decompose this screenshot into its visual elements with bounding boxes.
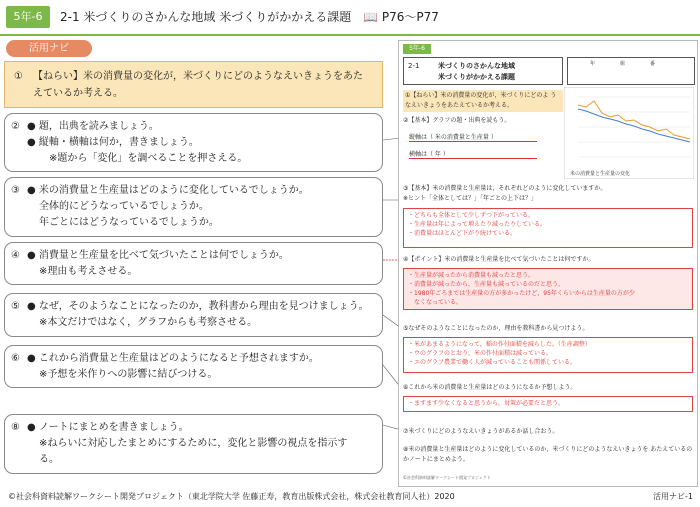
step-number: ⑧ [11, 422, 20, 433]
ws-answer-line: ・どちらも全体として少しずつ下がっている。 [408, 212, 535, 219]
ws-unit: 2-1 [408, 62, 420, 70]
ws-q8: ⑧米の消費量と生産量はどのように変化しているのか，米づくりにどのようなえいきょうを あたえているのかノートにまとめよう。 [403, 446, 693, 463]
ws-answer-line: ・エのグラフ農業で働く人が減っていることも関係している。 [408, 359, 577, 366]
ws-answer-line: なくなっている。 [408, 299, 463, 306]
ws-grade: 5年-6 [403, 44, 431, 54]
footer-copyright: ©社会科資料読解ワークシート開発プロジェクト（東北学院大学 佐藤正寿，教育出版株式会社，株式会社教育同人社）2020 [8, 492, 455, 501]
step-box-8 [4, 414, 383, 474]
step-line: 年ごとにはどうなっているでしょうか。 [39, 217, 219, 228]
step-box-5 [4, 293, 383, 337]
step-line: ※題から「変化」を調べることを押さえる。 [49, 153, 248, 164]
ws-answer-line: ・1980年ごろまでは生産量の方が多かったけど，95年くらいからは生産量の方が少 [408, 290, 635, 297]
ws-aim: ①【ねらい】米の消費量の変化が，米づくりにどのよ うなえいきょうをあたえているか考える。 [403, 90, 563, 112]
ws-q5: ⑤なぜそのようなことになったのか，理由を教科書から見つけよう。 [403, 325, 589, 332]
page-number: 活用ナビ-1 [653, 492, 693, 501]
ws-title2: 米づくりがかかえる課題 [438, 73, 515, 81]
step-line: ● 題，出典を読みましょう。 [27, 121, 159, 132]
ws-answer-line: ・米があまるようになって，稲の作付面積を減らした。（生産調整） [408, 341, 591, 348]
step-line: ● 縦軸・横軸は何か，書きましょう。 [27, 137, 199, 148]
ws-chart-caption: 米の消費量と生産量の変化 [570, 171, 631, 177]
aim-line: えているか考える。 [33, 88, 123, 99]
ws-answer-line: ・消費量が減ったから，生産量も減っているのだと思う。 [408, 281, 565, 288]
page-title [60, 8, 439, 25]
ws-title1: 米づくりのさかんな地域 [438, 62, 515, 70]
ws-class-label: 組 [620, 61, 626, 67]
step-line: ※予想を米作りへの影響に結びつける。 [39, 369, 218, 380]
step-line: ※本文だけではなく，グラフからも考察させる。 [39, 317, 258, 328]
ws-q6: ⑥これから米の消費量と生産量はどのようになるか予想しよう。 [403, 384, 577, 391]
step-number: ② [11, 121, 20, 132]
ws-q4: ④【ポイント】米の消費量と生産量を比べて気づいたことは何ですか。 [403, 256, 595, 263]
ws-answer-line: ・消費量はほとんど下がり続けている。 [408, 230, 517, 237]
step-line: ● 米の消費量と生産量はどのように変化しているでしょうか。 [27, 185, 309, 196]
step-number: ⑥ [11, 353, 20, 364]
step-number: ⑤ [11, 301, 20, 312]
step-box-4 [4, 242, 383, 285]
ws-title-box [403, 57, 563, 85]
step-line: ● これから消費量と生産量はどのようになると予想されますか。 [27, 353, 319, 364]
navi-badge: 活用ナビ [6, 40, 92, 57]
ws-name-box [567, 57, 695, 85]
ws-answer-line: ・生産量が減ったから消費量も減ったと思う。 [408, 272, 535, 279]
ws-q2: ②【基本】グラフの題・出典を読もう。 [403, 117, 511, 124]
ws-answer-4 [403, 268, 693, 310]
step-box-3 [4, 177, 383, 237]
ws-answer-6: ・ますます少なくなると思うから，対策が必要だと思う。 [403, 396, 693, 412]
ws-answer-line: ・生産量は年によって増えたり減ったりしている。 [408, 221, 547, 228]
title-text: 2-1 米づくりのさかんな地域 米づくりがかかえる課題 [60, 10, 352, 24]
step-line: ※ねらいに対応したまとめにするために，変化と影響の視点を指示す [39, 438, 348, 449]
step-box-6 [4, 345, 383, 388]
ws-chart [564, 87, 694, 179]
step-line: ● 消費量と生産量を比べて気づいたことは何でしょうか。 [27, 250, 289, 261]
ws-answer-3 [403, 208, 693, 248]
ws-answer-5 [403, 337, 693, 373]
ws-q3: ③【基本】米の消費量と生産量は，それぞれどのように変化していますか。 [403, 185, 607, 192]
step-line: ● ノートにまとめを書きましょう。 [27, 422, 189, 433]
step-line: る。 [39, 454, 59, 465]
grade-label: 5年-6 [6, 6, 50, 28]
step-number: ③ [11, 185, 20, 196]
aim-box [4, 61, 383, 108]
step-line: ● なぜ，そのようなことになったのか，教科書から理由を見つけましょう。 [27, 301, 369, 312]
ws-axis-x: 横軸は（ 年 ） [409, 149, 537, 159]
ws-year-label: 年 [590, 61, 596, 67]
ws-answer-line: ・ウのグラフのとおり，米の作付面積は減っている。 [408, 350, 553, 357]
step-line: ※理由も考えさせる。 [39, 266, 138, 277]
ws-credit: ©社会科資料読解ワークシート開発プロジェクト [403, 475, 491, 480]
step-box-2 [4, 113, 383, 172]
aim-number: ① [14, 71, 23, 82]
page-range: P76〜P77 [381, 10, 439, 24]
ws-number-label: 番 [650, 61, 656, 67]
step-number: ④ [11, 250, 20, 261]
book-icon: 📖 [363, 10, 379, 24]
worksheet-thumbnail [398, 40, 698, 487]
step-line: 全体的にどうなっているでしょうか。 [39, 201, 209, 212]
ws-axis-y: 縦軸は（ 米の消費量と生産量 ） [409, 132, 537, 142]
aim-line: 【ねらい】米の消費量の変化が，米づくりにどのようなえいきょうをあた [33, 71, 363, 82]
ws-q7: ⑦米づくりにどのようなえいきょうがあるか話し合おう。 [403, 428, 559, 435]
ws-q3-hint: ※ヒント「全体としては？」「年ごとの上下は？」 [403, 195, 538, 202]
